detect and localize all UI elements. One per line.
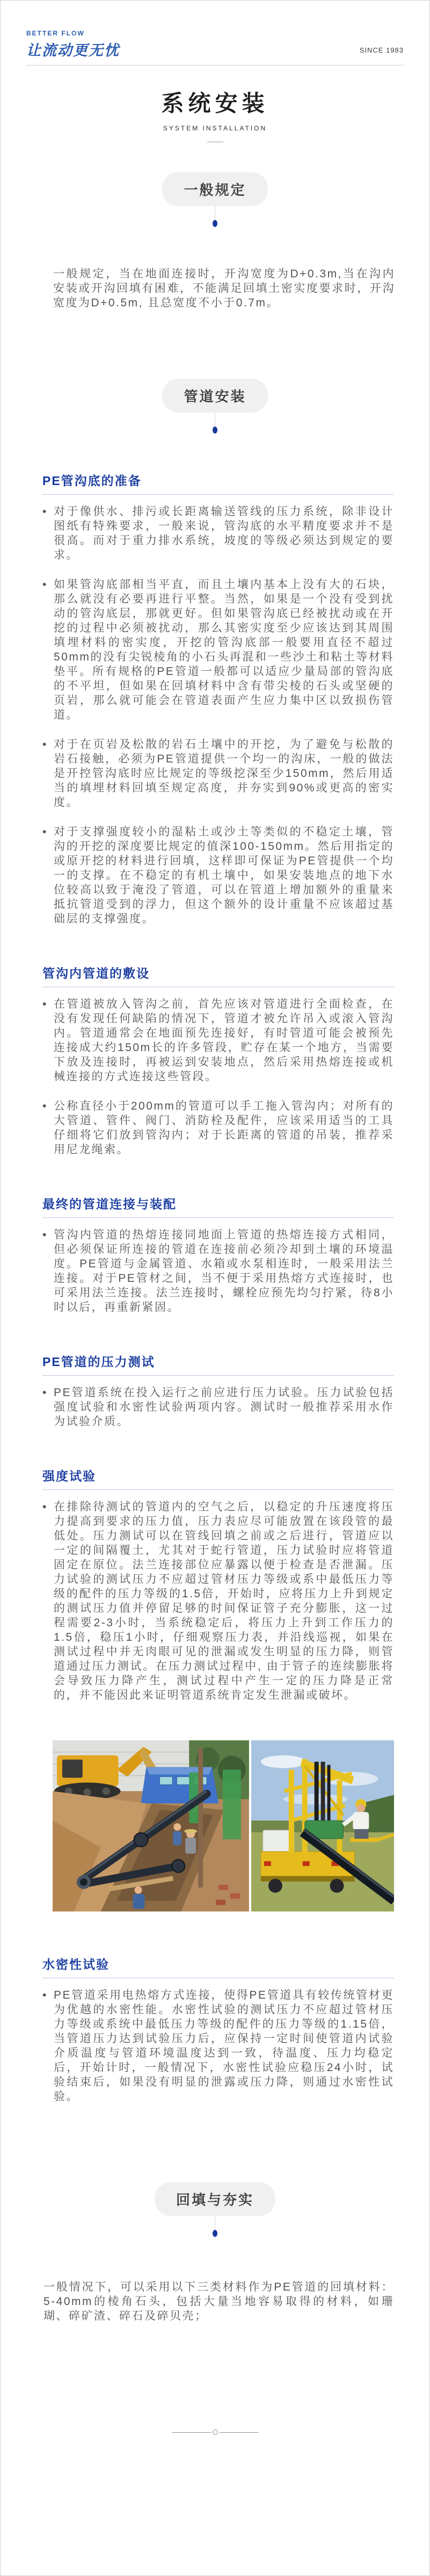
badge-general-rules-label: 一般规定 [162, 172, 267, 206]
section-final-connection [42, 1194, 394, 1315]
list-item: • 在管道被放入管沟之前，首先应该对管道进行全面检查，在没有发现任何缺陷的情况下，管道才被允许吊入或滚入管沟内。管道通常会在地面预先连接好，有时管道可能会被预先连接成大约150m长的许多管段，贮存在某一个地方，当需要下放及连接时，再被运到安装地点，然后采用热熔连接或机械连接的方式连接这些管段。 [42, 997, 394, 1084]
list-item: • 公称直径小于200mm的管道可以手工拖入管沟内；对所有的大管道、管件、阀门、消防栓及配件，应该采用适当的工具仔细将它们放到管沟内；对于长距离的管道的吊装，推荐采用尼龙绳索。 [42, 1099, 394, 1157]
badge-general-rules [1, 172, 429, 227]
bullet-list [42, 1988, 394, 2104]
list-item: • 在排除待测试的管道内的空气之后，以稳定的升压速度将压力提高到要求的压力值，压力表应尽可能放置在该段管的最低处。压力测试可以在管线回填之前或之后进行，管道应以一定的间隔覆土，尤其对于蛇行管道，压力试验时应将管道固定在原位。法兰连接部位应暴露以便于检查是否泄漏。压力试验的测试压力不应超过管材压力等级或系中最低压力等级的配件的压力等级的1.5倍，开始时，应将压力上升到规定的测试压力值并停留足够的时间保证管子充分膨胀，这一过程需要2-3小时，当系统稳定后，将压力上升到工作压力的1.5倍，稳压1小时，仔细观察压力表，并沿线巡视，如果在测试过程中并无肉眼可见的泄漏或发生明显的压力降，则管道通过压力测试。在压力测试过程中, 由于管子的连续膨胀将会导致压力降产生，测试过程中产生一定的压力降是正常的，并不能因此来证明管道系统肯定发生泄漏或破坏。 [42, 1500, 394, 1702]
since-label: SINCE 1983 [359, 46, 404, 54]
connector-dot-icon [213, 427, 217, 434]
footer-ornament [1, 2430, 429, 2435]
bullet-list [42, 997, 394, 1157]
photo-trench-construction [53, 1740, 249, 1912]
badge-backfill [1, 2182, 429, 2237]
section-pressure-test [42, 1352, 394, 1429]
section-pipe-laying [42, 964, 394, 1157]
section-heading: 管沟内管道的敷设 [42, 964, 394, 987]
badge-pipeline-install-label: 管道安装 [162, 379, 267, 413]
list-item: • 管沟内管道的热熔连接同地面上管道的热熔连接方式相同，但必须保证所连接的管道在连接前必须冷却到土壤的环境温度。PE管道与金属管道、水箱或水泵相连时，一般采用法兰连接。对于PE管材之间，当不便于采用热熔方式连接时，也可采用法兰连接。法兰连接时，螺栓应预先均匀拧紧，待8小时以后，再重新紧固。 [42, 1228, 394, 1315]
bullet-list [42, 1228, 394, 1315]
footer-line-right [220, 2432, 258, 2433]
bullet-list [42, 1500, 394, 1702]
footer-circle-icon [213, 2430, 218, 2435]
general-rules-paragraph: 一般规定，当在地面连接时，开沟宽度为D+0.3m,当在沟内安装或开沟回填有困难，不能满足回填土密实度要求时，开沟宽度为D+0.5m, 且总宽度不小于0.7m。 [53, 268, 395, 309]
section-trench-bottom-prep [42, 471, 394, 926]
list-item: • 对于像供水、排污或长距离输送管线的压力系统，除非设计图纸有特殊要求，一般来说，管沟底的水平精度要求并不是很高。而对于重力排水系统，坡度的等级必须达到规定的要求。 [42, 504, 394, 562]
page-subtitle: SYSTEM INSTALLATION [163, 124, 267, 132]
bullet-list [42, 504, 394, 926]
section-heading: 水密性试验 [42, 1955, 394, 1978]
section-heading: PE管道的压力测试 [42, 1352, 394, 1376]
brand-tagline: BETTER FLOW [26, 30, 85, 37]
footer-line-left [172, 2432, 211, 2433]
header [1, 1, 429, 60]
connector-dot-icon [213, 2230, 217, 2237]
list-item: • 对于在页岩及松散的岩石土壤中的开挖，为了避免与松散的岩石接触，必须为PE管道提供一个均一的沟床，一般的做法是开控管沟底时应比规定的等级挖深至少150mm，然后用适当的填埋材料回填至规定高度，并夯实到90%或更高的密实度。 [42, 737, 394, 810]
photo-row [53, 1740, 394, 1912]
list-item: • 如果管沟底部相当平直，而且土壤内基本上没有大的石块，那么就没有必要再进行平整。当然，如果是一个没有受到扰动的管沟底层，那就更好。但如果管沟底已经被扰动或在开挖的过程中必须被扰动，那么其密实度至少应该达到其周围填埋材料的密实度，开挖的管沟底部一般要用直径不超过50mm的没有尖锐棱角的小石头再混和一些沙土和粘土等材料垫平。所有规格的PE管道一般都可以适应少量局部的管沟底的不平坦，但如果在回填材料中含有带尖棱的石头或坚硬的页岩，那么就可能会在管道表面产生应力集中区以致损伤管道。 [42, 577, 394, 722]
connector-dot-icon [213, 220, 217, 227]
section-strength-test [42, 1466, 394, 1702]
list-item: • PE管道系统在投入运行之前应进行压力试验。压力试验包括强度试验和水密性试验两项内容。测试时一般推荐采用水作为试验介质。 [42, 1385, 394, 1429]
badge-backfill-label: 回填与夯实 [155, 2182, 275, 2216]
backfill-paragraph: 一般情况下，可以采用以下三类材料作为PE管道的回填材料：5-40mm的棱角石头，包括大量当地容易取得的材料，如珊瑚、碎矿渣、碎石及碎贝壳； [43, 2281, 394, 2322]
photo-pipe-laying-machine [251, 1740, 394, 1912]
bullet-list [42, 1385, 394, 1429]
section-heading: 最终的管道连接与装配 [42, 1194, 394, 1218]
badge-pipeline-install [1, 379, 429, 434]
page-title: 系统安装 [161, 91, 269, 116]
brand-logo: 让流动更无忧 [26, 42, 120, 58]
section-heading: 强度试验 [42, 1466, 394, 1490]
section-heading: PE管沟底的准备 [42, 471, 394, 495]
list-item: • PE管道采用电热熔方式连接，使得PE管道具有较传统管材更为优越的水密性能。水密性试验的测试压力不应超过管材压力等级或系统中最低压力等级的配件的压力等级的1.15倍，当管道压力达到试验压力后，应保持一定时间使管道内试验介质温度与管道环境温度达到一致，待温度、压力均稳定后，开始计时，一般情况下，水密性试验应稳压24小时，试验结束后，如果没有明显的泄露或压力降，则通过水密性试验。 [42, 1988, 394, 2104]
section-watertight-test [42, 1955, 394, 2104]
list-item: • 对于支撑强度较小的湿粘土或沙土等类似的不稳定土壤，管沟的开挖的深度要比规定的值深100-150mm。然后用指定的或原开挖的材料进行回填，这样即可保证为PE管提供一个均一的支撑。在不稳定的有机土壤中，如果安装地点的地下水位较高以致于淹没了管道，可以在管道上增加额外的重量来抵抗管道受到的浮力，但这个额外的设计重量不应该超过基础层的支撑强度。 [42, 825, 394, 926]
